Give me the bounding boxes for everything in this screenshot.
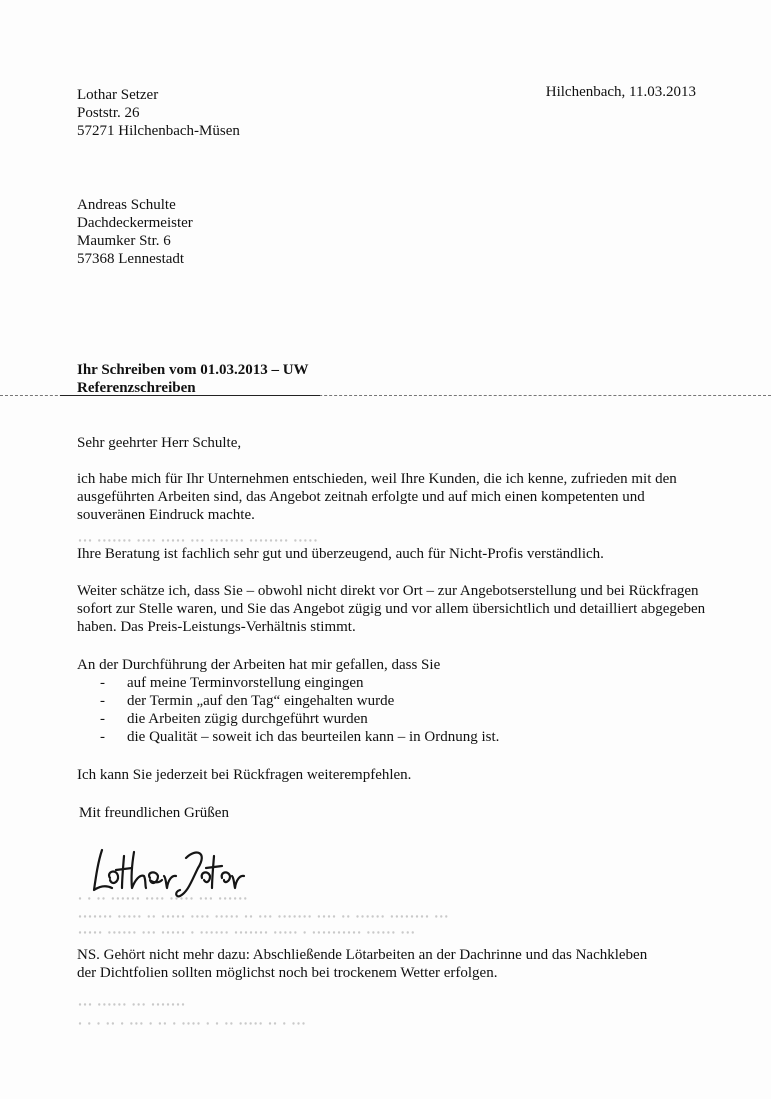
- letter-date: Hilchenbach, 11.03.2013: [545, 84, 696, 100]
- bullet-dash: -: [100, 675, 105, 691]
- paragraph-appreciation: [77, 582, 707, 636]
- recipient-street: Maumker Str. 6: [77, 233, 171, 249]
- execution-list: [100, 674, 499, 746]
- paragraph-text: An der Durchführung der Arbeiten hat mir gefallen, dass Sie: [77, 657, 441, 673]
- list-item-text: auf meine Terminvorstellung eingingen: [127, 675, 364, 691]
- sender-city: 57271 Hilchenbach-Müsen: [77, 123, 240, 139]
- salutation: Sehr geehrter Herr Schulte,: [77, 435, 242, 451]
- bullet-dash: -: [100, 711, 105, 727]
- paragraph-text: Ihre Beratung ist fachlich sehr gut und überzeugend, auch für Nicht-Profis verständlich.: [77, 546, 604, 562]
- bleed-through-text: ꞏ ꞏ ꞏꞏ ꞏꞏꞏꞏꞏꞏ ꞏꞏꞏꞏ ꞏꞏꞏꞏꞏ ꞏꞏꞏ ꞏꞏꞏꞏꞏꞏ: [78, 891, 249, 906]
- postscript-note: [77, 946, 647, 982]
- paragraph-decision: [77, 470, 707, 524]
- bleed-through-text: ꞏꞏꞏ ꞏꞏꞏꞏꞏꞏ ꞏꞏꞏ ꞏꞏꞏꞏꞏꞏꞏ: [78, 997, 187, 1012]
- sender-name: Lothar Setzer: [77, 87, 159, 103]
- sender-address: [77, 86, 240, 140]
- bullet-dash: -: [100, 729, 105, 745]
- bleed-through-text: ꞏ ꞏ ꞏ ꞏꞏ ꞏ ꞏꞏꞏ ꞏ ꞏꞏ ꞏ ꞏꞏꞏꞏ ꞏ ꞏ ꞏꞏ ꞏꞏꞏꞏꞏ ꞏꞏ ꞏ ꞏꞏꞏ: [78, 1016, 307, 1031]
- paragraph-recommendation: [77, 766, 707, 784]
- bleed-through-text: ꞏꞏꞏꞏꞏꞏꞏ ꞏꞏꞏꞏꞏ ꞏꞏ ꞏꞏꞏꞏꞏ ꞏꞏꞏꞏ ꞏꞏꞏꞏꞏ ꞏꞏ ꞏꞏꞏ ꞏꞏꞏꞏꞏꞏꞏ ꞏꞏꞏꞏ ꞏꞏ ꞏꞏꞏꞏꞏꞏ ꞏꞏꞏꞏꞏꞏꞏꞏ ꞏꞏꞏ: [78, 909, 450, 924]
- paragraph-text: ich habe mich für Ihr Unternehmen entschieden, weil Ihre Kunden, die ich kenne, zufrieden mit den ausgeführten Arbeiten sind, das Angebot zeitnah erfolgte und auf mich einen kompetenten und souveränen Eindruck machte.: [77, 471, 677, 523]
- paragraph-consulting: [77, 545, 707, 563]
- list-item-text: die Qualität – soweit ich das beurteilen kann – in Ordnung ist.: [127, 729, 500, 745]
- recipient-name: Andreas Schulte: [77, 197, 176, 213]
- subject-reference: Referenzschreiben: [77, 380, 196, 396]
- bleed-through-text: ꞏꞏꞏ ꞏꞏꞏꞏꞏꞏꞏ ꞏꞏꞏꞏ ꞏꞏꞏꞏꞏ ꞏꞏꞏ ꞏꞏꞏꞏꞏꞏꞏ ꞏꞏꞏꞏꞏꞏꞏꞏ ꞏꞏꞏꞏꞏ: [78, 533, 319, 548]
- list-item: [100, 710, 499, 728]
- list-item: [100, 728, 499, 746]
- subject-underline: [60, 395, 320, 396]
- bullet-dash: -: [100, 693, 105, 709]
- postscript-line: NS. Gehört nicht mehr dazu: Abschließende Lötarbeiten an der Dachrinne und das Nachkleben: [77, 947, 648, 963]
- recipient-title: Dachdeckermeister: [77, 215, 193, 231]
- recipient-address: [77, 196, 193, 268]
- subject-block: [77, 361, 309, 397]
- list-item: [100, 692, 499, 710]
- bleed-through-text: ꞏꞏꞏꞏꞏ ꞏꞏꞏꞏꞏꞏ ꞏꞏꞏ ꞏꞏꞏꞏꞏ ꞏ ꞏꞏꞏꞏꞏꞏ ꞏꞏꞏꞏꞏꞏꞏ ꞏꞏꞏꞏꞏ ꞏ ꞏꞏꞏꞏꞏꞏꞏꞏꞏꞏ ꞏꞏꞏꞏꞏꞏ ꞏꞏꞏ: [78, 925, 416, 940]
- subject-line: Ihr Schreiben vom 01.03.2013 – UW: [77, 362, 309, 378]
- list-item: [100, 674, 499, 692]
- paragraph-text: Weiter schätze ich, dass Sie – obwohl nicht direkt vor Ort – zur Angebotserstellung und bei Rückfragen sofort zur Stelle waren, und Sie das Angebot zügig und vor allem übersichtlich und detailliert abgegeben haben. Das Preis-Leistungs-Verhältnis stimmt.: [77, 583, 706, 635]
- closing-phrase: Mit freundlichen Grüßen: [79, 805, 229, 821]
- sender-street: Poststr. 26: [77, 105, 140, 121]
- list-item-text: die Arbeiten zügig durchgeführt wurden: [127, 711, 368, 727]
- paragraph-execution-intro: [77, 656, 707, 674]
- recipient-city: 57368 Lennestadt: [77, 251, 185, 267]
- postscript-line: der Dichtfolien sollten möglichst noch bei trockenem Wetter erfolgen.: [77, 965, 498, 981]
- list-item-text: der Termin „auf den Tag“ eingehalten wurde: [127, 693, 395, 709]
- paragraph-text: Ich kann Sie jederzeit bei Rückfragen weiterempfehlen.: [77, 767, 412, 783]
